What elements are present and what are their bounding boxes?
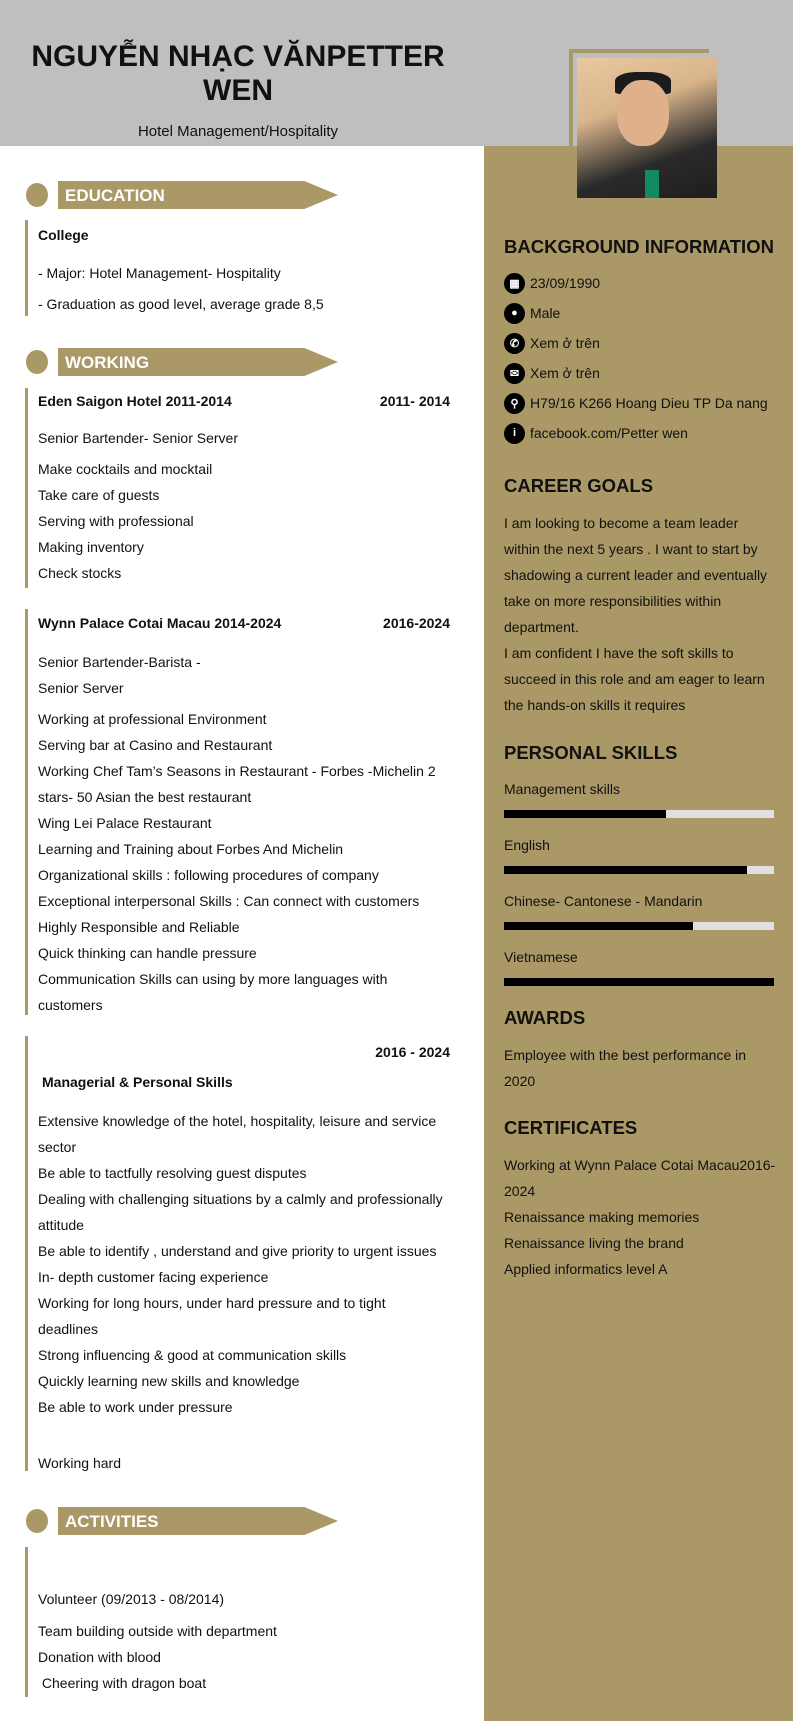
name-line-2: WEN bbox=[203, 74, 273, 107]
certificate-line: Applied informatics level A bbox=[504, 1261, 668, 1277]
info-item bbox=[504, 298, 784, 328]
managerial-period: 2016 - 2024 bbox=[375, 1044, 450, 1060]
activity-item: Donation with blood bbox=[38, 1649, 161, 1665]
section-title: ACTIVITIES bbox=[65, 1512, 159, 1531]
job-title: Hotel Management/Hospitality bbox=[137, 123, 339, 140]
skill-line: Extensive knowledge of the hotel, hospitality, leisure and service bbox=[38, 1113, 437, 1129]
job-role: Senior Server bbox=[38, 680, 124, 696]
job-wynn bbox=[25, 609, 455, 1015]
section-title: WORKING EXPERIENCE bbox=[65, 353, 175, 392]
name-line-1: NGUYỄN NHẠC VĂNPETTER bbox=[31, 40, 445, 73]
award-line: Employee with the best performance in bbox=[504, 1047, 747, 1063]
job-duty: Making inventory bbox=[38, 539, 144, 555]
job-duty: Working Chef Tam’s Seasons in Restaurant - Forbes -Michelin 2 bbox=[38, 763, 436, 779]
skill-level-bar bbox=[504, 866, 774, 874]
skill-line: deadlines bbox=[38, 1321, 98, 1337]
skill-line: Strong influencing & good at communication skills bbox=[38, 1347, 347, 1363]
school-name: College bbox=[38, 227, 89, 243]
skill-line: attitude bbox=[38, 1217, 84, 1233]
bullet-circle-icon bbox=[26, 350, 48, 374]
career-goal-line: I am looking to become a team leader bbox=[504, 515, 739, 531]
activities-block bbox=[25, 1547, 455, 1697]
skill-level-bar bbox=[504, 978, 774, 986]
job-duty: Serving bar at Casino and Restaurant bbox=[38, 737, 273, 753]
job-duty: stars- 50 Asian the best restaurant bbox=[38, 789, 252, 805]
job-duty: customers bbox=[38, 997, 103, 1013]
job-duty: Learning and Training about Forbes And Michelin bbox=[38, 841, 344, 857]
career-goal-line: shadowing a current leader and eventually bbox=[504, 567, 768, 583]
info-item bbox=[504, 268, 784, 298]
skill-level-fill bbox=[504, 866, 747, 874]
section-title: AWARDS bbox=[504, 1007, 586, 1028]
skill-line: Be able to identify , understand and give priority to urgent issues bbox=[38, 1243, 437, 1259]
activity-item: Cheering with dragon boat bbox=[38, 1675, 207, 1691]
certificate-line: Renaissance living the brand bbox=[504, 1235, 684, 1251]
profile-photo bbox=[577, 58, 717, 198]
managerial-title: Managerial & Personal Skills bbox=[42, 1074, 233, 1090]
section-title: CAREER GOALS bbox=[504, 475, 654, 496]
job-duty: Exceptional interpersonal Skills : Can connect with customers bbox=[38, 893, 420, 909]
info-item bbox=[504, 358, 784, 388]
activity-item: Volunteer (09/2013 - 08/2014) bbox=[38, 1591, 225, 1607]
skill-label: Chinese- Cantonese - Mandarin bbox=[504, 893, 703, 909]
career-goal-line: I am confident I have the soft skills to bbox=[504, 645, 734, 661]
job-role: Senior Bartender- Senior Server bbox=[38, 430, 238, 446]
education-line: - Major: Hotel Management- Hospitality bbox=[38, 265, 281, 281]
person-icon: ● bbox=[504, 303, 525, 324]
certificate-line: Working at Wynn Palace Cotai Macau2016- bbox=[504, 1157, 776, 1173]
managerial-block bbox=[25, 1036, 455, 1471]
job-role: Senior Bartender-Barista - bbox=[38, 654, 201, 670]
certificates-section bbox=[504, 1117, 784, 1282]
award-line: 2020 bbox=[504, 1073, 536, 1089]
skill-line: sector bbox=[38, 1139, 77, 1155]
job-duty: Communication Skills can using by more languages with bbox=[38, 971, 388, 987]
managerial-footer: Working hard bbox=[38, 1455, 122, 1471]
skill-line: Dealing with challenging situations by a calmly and professionally bbox=[38, 1191, 443, 1207]
email-icon: ✉ bbox=[504, 363, 525, 384]
job-period: 2016-2024 bbox=[383, 615, 450, 631]
section-title: EDUCATION bbox=[65, 186, 165, 205]
career-goal-line: succeed in this role and am eager to learn bbox=[504, 671, 765, 687]
skill-label: Vietnamese bbox=[504, 949, 578, 965]
info-text: facebook.com/Petter wen bbox=[530, 425, 688, 441]
education-block bbox=[25, 220, 455, 316]
career-goal-line: department. bbox=[504, 619, 579, 635]
skill-label: English bbox=[504, 837, 550, 853]
section-title: CERTIFICATES bbox=[504, 1117, 638, 1138]
info-icon: i bbox=[504, 423, 525, 444]
info-text: Xem ở trên bbox=[530, 365, 600, 381]
location-pin-icon: ⚲ bbox=[504, 393, 525, 414]
phone-icon: ✆ bbox=[504, 333, 525, 354]
job-duty: Quick thinking can handle pressure bbox=[38, 945, 257, 961]
career-goal-line: the hands-on skills it requires bbox=[504, 697, 686, 713]
job-duty: Serving with professional bbox=[38, 513, 194, 529]
awards-section bbox=[504, 1007, 784, 1094]
job-duty: Highly Responsible and Reliable bbox=[38, 919, 240, 935]
skill-level-fill bbox=[504, 922, 693, 930]
skill-level-bar bbox=[504, 922, 774, 930]
section-title: PERSONAL SKILLS bbox=[504, 742, 678, 763]
job-duty: Organizational skills : following procedures of company bbox=[38, 867, 379, 883]
skill-line: Be able to work under pressure bbox=[38, 1399, 233, 1415]
job-eden bbox=[25, 388, 455, 588]
job-title: Wynn Palace Cotai Macau 2014-2024 bbox=[38, 615, 282, 631]
calendar-icon: ▦ bbox=[504, 273, 525, 294]
info-item bbox=[504, 328, 784, 358]
career-goals-section bbox=[504, 475, 784, 718]
skill-level-bar bbox=[504, 810, 774, 818]
job-duty: Take care of guests bbox=[38, 487, 160, 503]
info-text: Male bbox=[530, 305, 561, 321]
job-duty: Working at professional Environment bbox=[38, 711, 267, 727]
activity-item: Team building outside with department bbox=[38, 1623, 277, 1639]
section-title: BACKGROUND INFORMATION bbox=[504, 236, 774, 257]
skill-line: In- depth customer facing experience bbox=[38, 1269, 269, 1285]
bullet-circle-icon bbox=[26, 183, 48, 207]
certificate-line: 2024 bbox=[504, 1183, 536, 1199]
career-goal-line: take on more responsibilities within bbox=[504, 593, 722, 609]
bullet-circle-icon bbox=[26, 1509, 48, 1533]
info-text: 23/09/1990 bbox=[530, 275, 601, 291]
candidate-name bbox=[20, 40, 456, 108]
job-duty: Check stocks bbox=[38, 565, 122, 581]
job-title: Eden Saigon Hotel 2011-2014 bbox=[38, 393, 232, 409]
background-section bbox=[504, 236, 784, 448]
info-text: H79/16 K266 Hoang Dieu TP Da nang bbox=[530, 395, 768, 411]
skill-level-fill bbox=[504, 978, 774, 986]
career-goal-line: within the next 5 years . I want to start by bbox=[504, 541, 758, 557]
job-duty: Wing Lei Palace Restaurant bbox=[38, 815, 212, 831]
job-period: 2011- 2014 bbox=[379, 393, 450, 409]
job-duty: Make cocktails and mocktail bbox=[38, 461, 213, 477]
info-item bbox=[504, 418, 784, 448]
skill-line: Be able to tactfully resolving guest disputes bbox=[38, 1165, 307, 1181]
info-item bbox=[504, 388, 784, 418]
skill-level-fill bbox=[504, 810, 666, 818]
info-text: Xem ở trên bbox=[530, 335, 600, 351]
certificate-line: Renaissance making memories bbox=[504, 1209, 700, 1225]
skill-line: Working for long hours, under hard pressure and to tight bbox=[38, 1295, 386, 1311]
personal-skills-section bbox=[504, 742, 784, 1000]
education-line: - Graduation as good level, average grade 8,5 bbox=[38, 296, 324, 312]
skill-label: Management skills bbox=[504, 781, 620, 797]
skill-line: Quickly learning new skills and knowledge bbox=[38, 1373, 300, 1389]
